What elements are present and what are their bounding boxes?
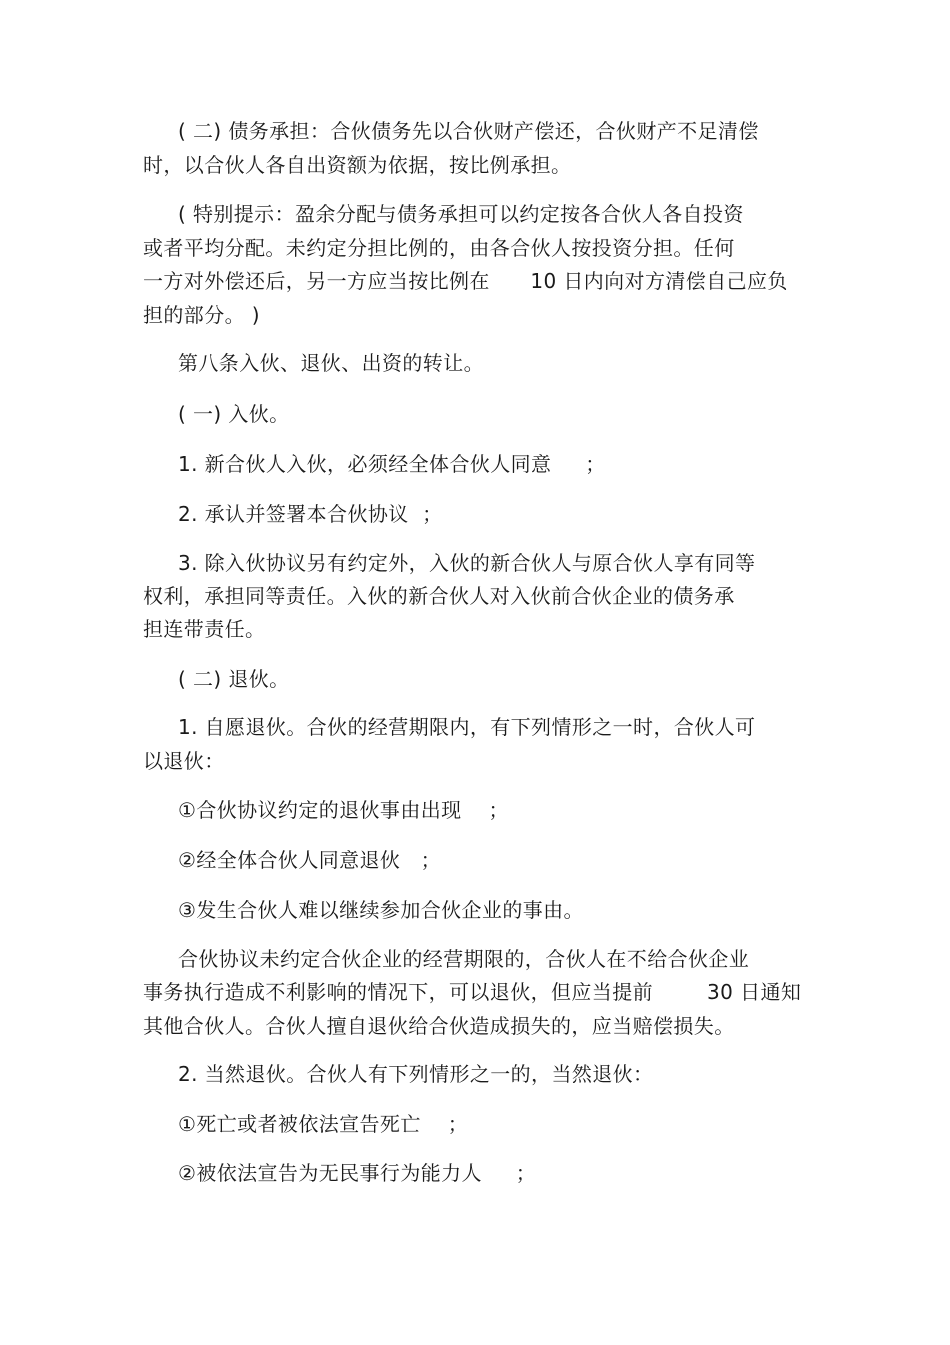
text-line: 1. 自愿退伙。合伙的经营期限内，有下列情形之一时，合伙人可 (178, 715, 756, 739)
text-line: 3. 除入伙协议另有约定外，入伙的新合伙人与原合伙人享有同等 (178, 551, 756, 575)
text-line: 2. 当然退伙。合伙人有下列情形之一的，当然退伙： (178, 1062, 654, 1086)
text-line: ①死亡或者被依法宣告死亡 ； (178, 1112, 469, 1136)
text-line: ( 二) 债务承担：合伙债务先以合伙财产偿还，合伙财产不足清偿 (178, 119, 759, 143)
text-line: 第八条入伙、退伙、出资的转让。 (178, 351, 484, 375)
text-line: 担连带责任。 (143, 617, 266, 641)
text-line: 一方对外偿还后，另一方应当按比例在 10 日内向对方清偿自己应负 (143, 269, 788, 293)
text-line: 其他合伙人。合伙人擅自退伙给合伙造成损失的，应当赔偿损失。 (143, 1014, 735, 1038)
text-line: ( 一) 入伙。 (178, 402, 290, 426)
text-line: ①合伙协议约定的退伙事由出现 ； (178, 798, 509, 822)
text-line: ②经全体合伙人同意退伙 ； (178, 848, 442, 872)
text-line: 1. 新合伙人入伙，必须经全体合伙人同意 ； (178, 452, 606, 476)
text-line: 合伙协议未约定合伙企业的经营期限的，合伙人在不给合伙企业 (178, 947, 750, 971)
text-line: ( 特别提示：盈余分配与债务承担可以约定按各合伙人各自投资 (178, 202, 744, 226)
text-line: 担的部分。 ) (143, 303, 260, 327)
text-line: 或者平均分配。未约定分担比例的，由各合伙人按投资分担。任何 (143, 236, 735, 260)
text-line: ②被依法宣告为无民事行为能力人 ； (178, 1161, 537, 1185)
text-line: 以退伙： (143, 749, 225, 773)
text-line: ③发生合伙人难以继续参加合伙企业的事由。 (178, 898, 584, 922)
text-line: 时，以合伙人各自出资额为依据，按比例承担。 (143, 153, 572, 177)
text-line: 权利，承担同等责任。入伙的新合伙人对入伙前合伙企业的债务承 (143, 584, 735, 608)
text-line: 2. 承认并签署本合伙协议 ； (178, 502, 443, 526)
text-line: ( 二) 退伙。 (178, 667, 290, 691)
text-line: 事务执行造成不利影响的情况下，可以退伙，但应当提前 30 日通知 (143, 980, 802, 1004)
